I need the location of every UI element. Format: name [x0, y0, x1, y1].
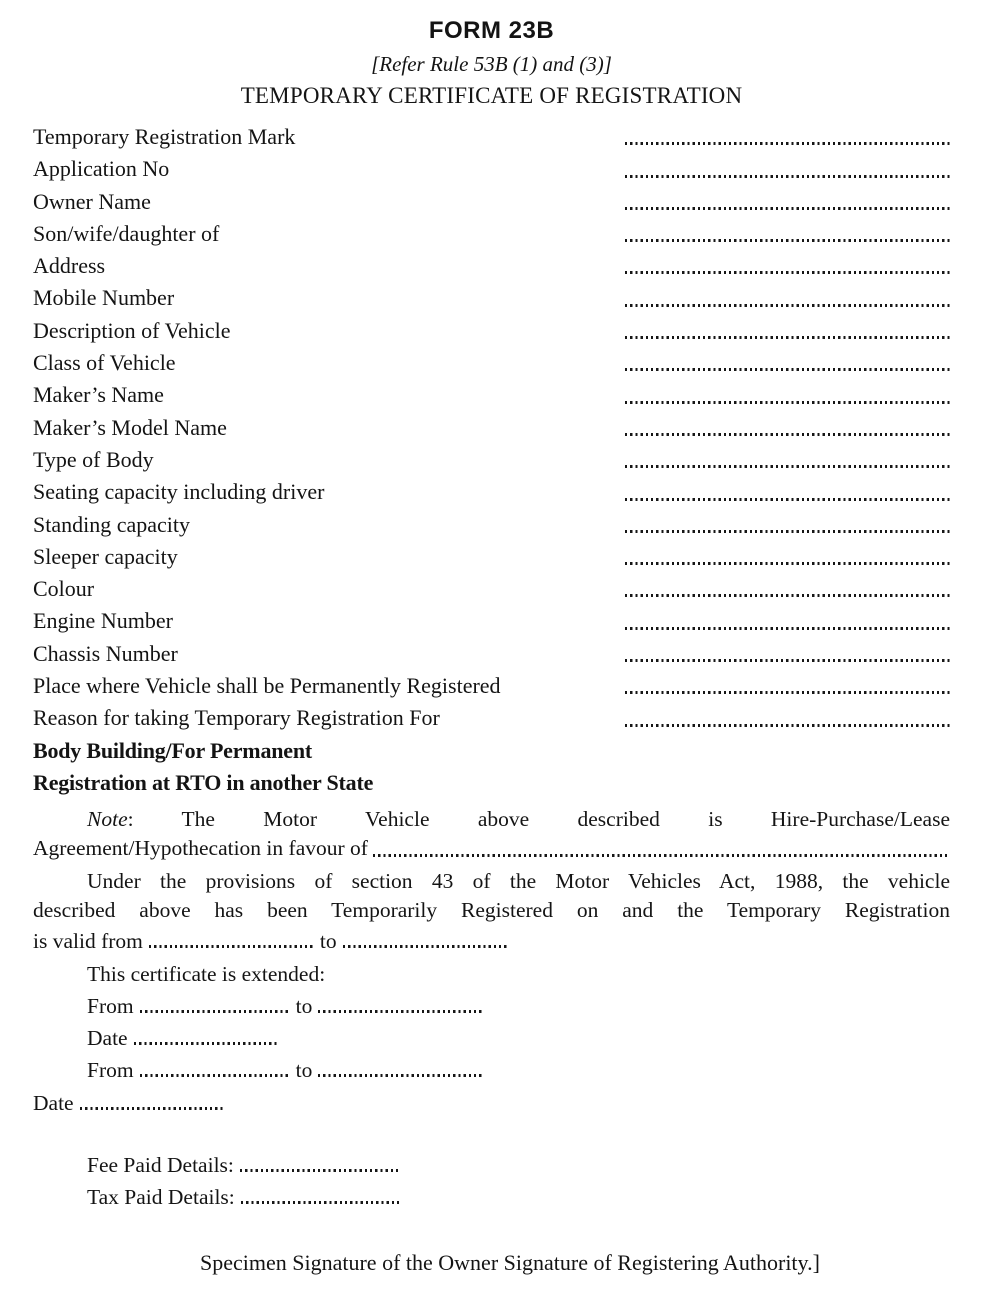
- field-row: [33, 702, 950, 734]
- field-row: [33, 186, 950, 218]
- field-row: [33, 638, 950, 670]
- field-label: Colour: [33, 576, 95, 602]
- fill-in-line: [625, 142, 950, 145]
- fill-in-line: [625, 562, 950, 565]
- fill-in-line: [625, 271, 950, 274]
- field-row: [33, 541, 950, 573]
- field-row: [33, 573, 950, 605]
- fill-in-line: [343, 945, 508, 948]
- note-label: Note: [87, 807, 128, 832]
- field-row: [33, 347, 950, 379]
- fill-in-line: [625, 368, 950, 371]
- fill-in-line: [625, 594, 950, 597]
- fill-in-line: [318, 1010, 483, 1013]
- validity-prefix: is valid from: [33, 929, 143, 954]
- date-label: Date: [87, 1026, 128, 1051]
- field-label: Maker’s Model Name: [33, 414, 227, 440]
- note-paragraph-line1: [33, 805, 950, 834]
- field-row: [33, 509, 950, 541]
- section-heading-bold-line2: Registration at RTO in another State: [33, 769, 374, 795]
- field-label: Address: [33, 253, 106, 279]
- fee-paid-row: [33, 1149, 950, 1181]
- fill-in-line: [625, 659, 950, 662]
- field-label: Maker’s Name: [33, 382, 164, 408]
- field-label: Reason for taking Temporary Registration For: [33, 705, 440, 731]
- field-row: [33, 476, 950, 508]
- form-title: TEMPORARY CERTIFICATE OF REGISTRATION: [240, 83, 743, 108]
- fill-in-line: [625, 530, 950, 533]
- fill-in-line: [625, 336, 950, 339]
- from-label: From: [87, 1058, 134, 1083]
- fill-in-line: [625, 627, 950, 630]
- fill-in-line: [625, 724, 950, 727]
- fill-in-line: [625, 239, 950, 242]
- field-row: [33, 153, 950, 185]
- fill-in-line: [625, 691, 950, 694]
- field-label: Son/wife/daughter of: [33, 220, 220, 246]
- field-list: [33, 121, 950, 735]
- fill-in-line: [625, 304, 950, 307]
- section-heading-bold-line1: Body Building/For Permanent: [33, 737, 312, 763]
- fill-in-line: [149, 945, 314, 948]
- field-label: Place where Vehicle shall be Permanently Registered: [33, 673, 501, 699]
- field-label: Sleeper capacity: [33, 543, 178, 569]
- to-label: to: [295, 1058, 313, 1083]
- fee-paid-label: Fee Paid Details:: [87, 1153, 234, 1178]
- field-label: Description of Vehicle: [33, 317, 231, 343]
- field-row: [33, 218, 950, 250]
- field-row: [33, 605, 950, 637]
- extension-from-row: [33, 1054, 950, 1086]
- rule-reference: [Refer Rule 53B (1) and (3)]: [371, 52, 612, 76]
- fill-in-line: [625, 401, 950, 404]
- fill-in-line: [625, 175, 950, 178]
- fill-in-line: [625, 207, 950, 210]
- to-label: to: [295, 993, 313, 1018]
- field-label: Owner Name: [33, 188, 151, 214]
- fill-in-line: [625, 465, 950, 468]
- note-paragraph-line2: [33, 834, 950, 863]
- tax-paid-label: Tax Paid Details:: [87, 1185, 235, 1210]
- field-label: Standing capacity: [33, 511, 191, 537]
- field-row: [33, 282, 950, 314]
- fill-in-line: [240, 1169, 398, 1172]
- field-row: [33, 444, 950, 476]
- field-label: Application No: [33, 156, 170, 182]
- fill-in-line: [140, 1074, 290, 1077]
- field-label: Temporary Registration Mark: [33, 124, 296, 149]
- field-row: [33, 412, 950, 444]
- extension-heading: This certificate is extended:: [87, 961, 326, 986]
- fill-in-line: [625, 433, 950, 436]
- field-row: [33, 315, 950, 347]
- validity-line: [33, 925, 950, 957]
- from-label: From: [87, 993, 134, 1018]
- field-label: Mobile Number: [33, 285, 175, 311]
- field-row: [33, 121, 950, 153]
- field-label: Seating capacity including driver: [33, 479, 325, 505]
- date-label: Date: [33, 1090, 74, 1115]
- field-label: Engine Number: [33, 608, 173, 634]
- field-label: Class of Vehicle: [33, 350, 176, 376]
- provisions-line2: described above has been Temporarily Registered on and the Temporary Registration: [33, 898, 950, 923]
- fill-in-line: [134, 1042, 279, 1045]
- field-label: Type of Body: [33, 446, 154, 472]
- fill-in-line: [318, 1074, 483, 1077]
- form-number: FORM 23B: [428, 17, 555, 44]
- extension-date-row: [33, 1022, 950, 1054]
- fill-in-line: [140, 1010, 290, 1013]
- signature-line: Specimen Signature of the Owner Signature of Registering Authority.]: [200, 1249, 820, 1275]
- note-text: : The Motor Vehicle above described is Hire-Purchase/Lease: [127, 807, 950, 832]
- fill-in-line: [80, 1107, 225, 1110]
- validity-to-label: to: [319, 929, 337, 954]
- note-text-continued: Agreement/Hypothecation in favour of: [33, 836, 368, 861]
- date-row: [33, 1087, 950, 1119]
- extension-from-row: [33, 990, 950, 1022]
- tax-paid-row: [33, 1181, 950, 1213]
- field-row: [33, 670, 950, 702]
- provisions-line1: Under the provisions of section 43 of the Motor Vehicles Act, 1988, the vehicle: [87, 869, 950, 894]
- field-row: [33, 379, 950, 411]
- fill-in-line: [241, 1201, 399, 1204]
- fill-in-line: [625, 498, 950, 501]
- fill-in-line: [373, 854, 950, 857]
- field-label: Chassis Number: [33, 640, 178, 666]
- field-row: [33, 250, 950, 282]
